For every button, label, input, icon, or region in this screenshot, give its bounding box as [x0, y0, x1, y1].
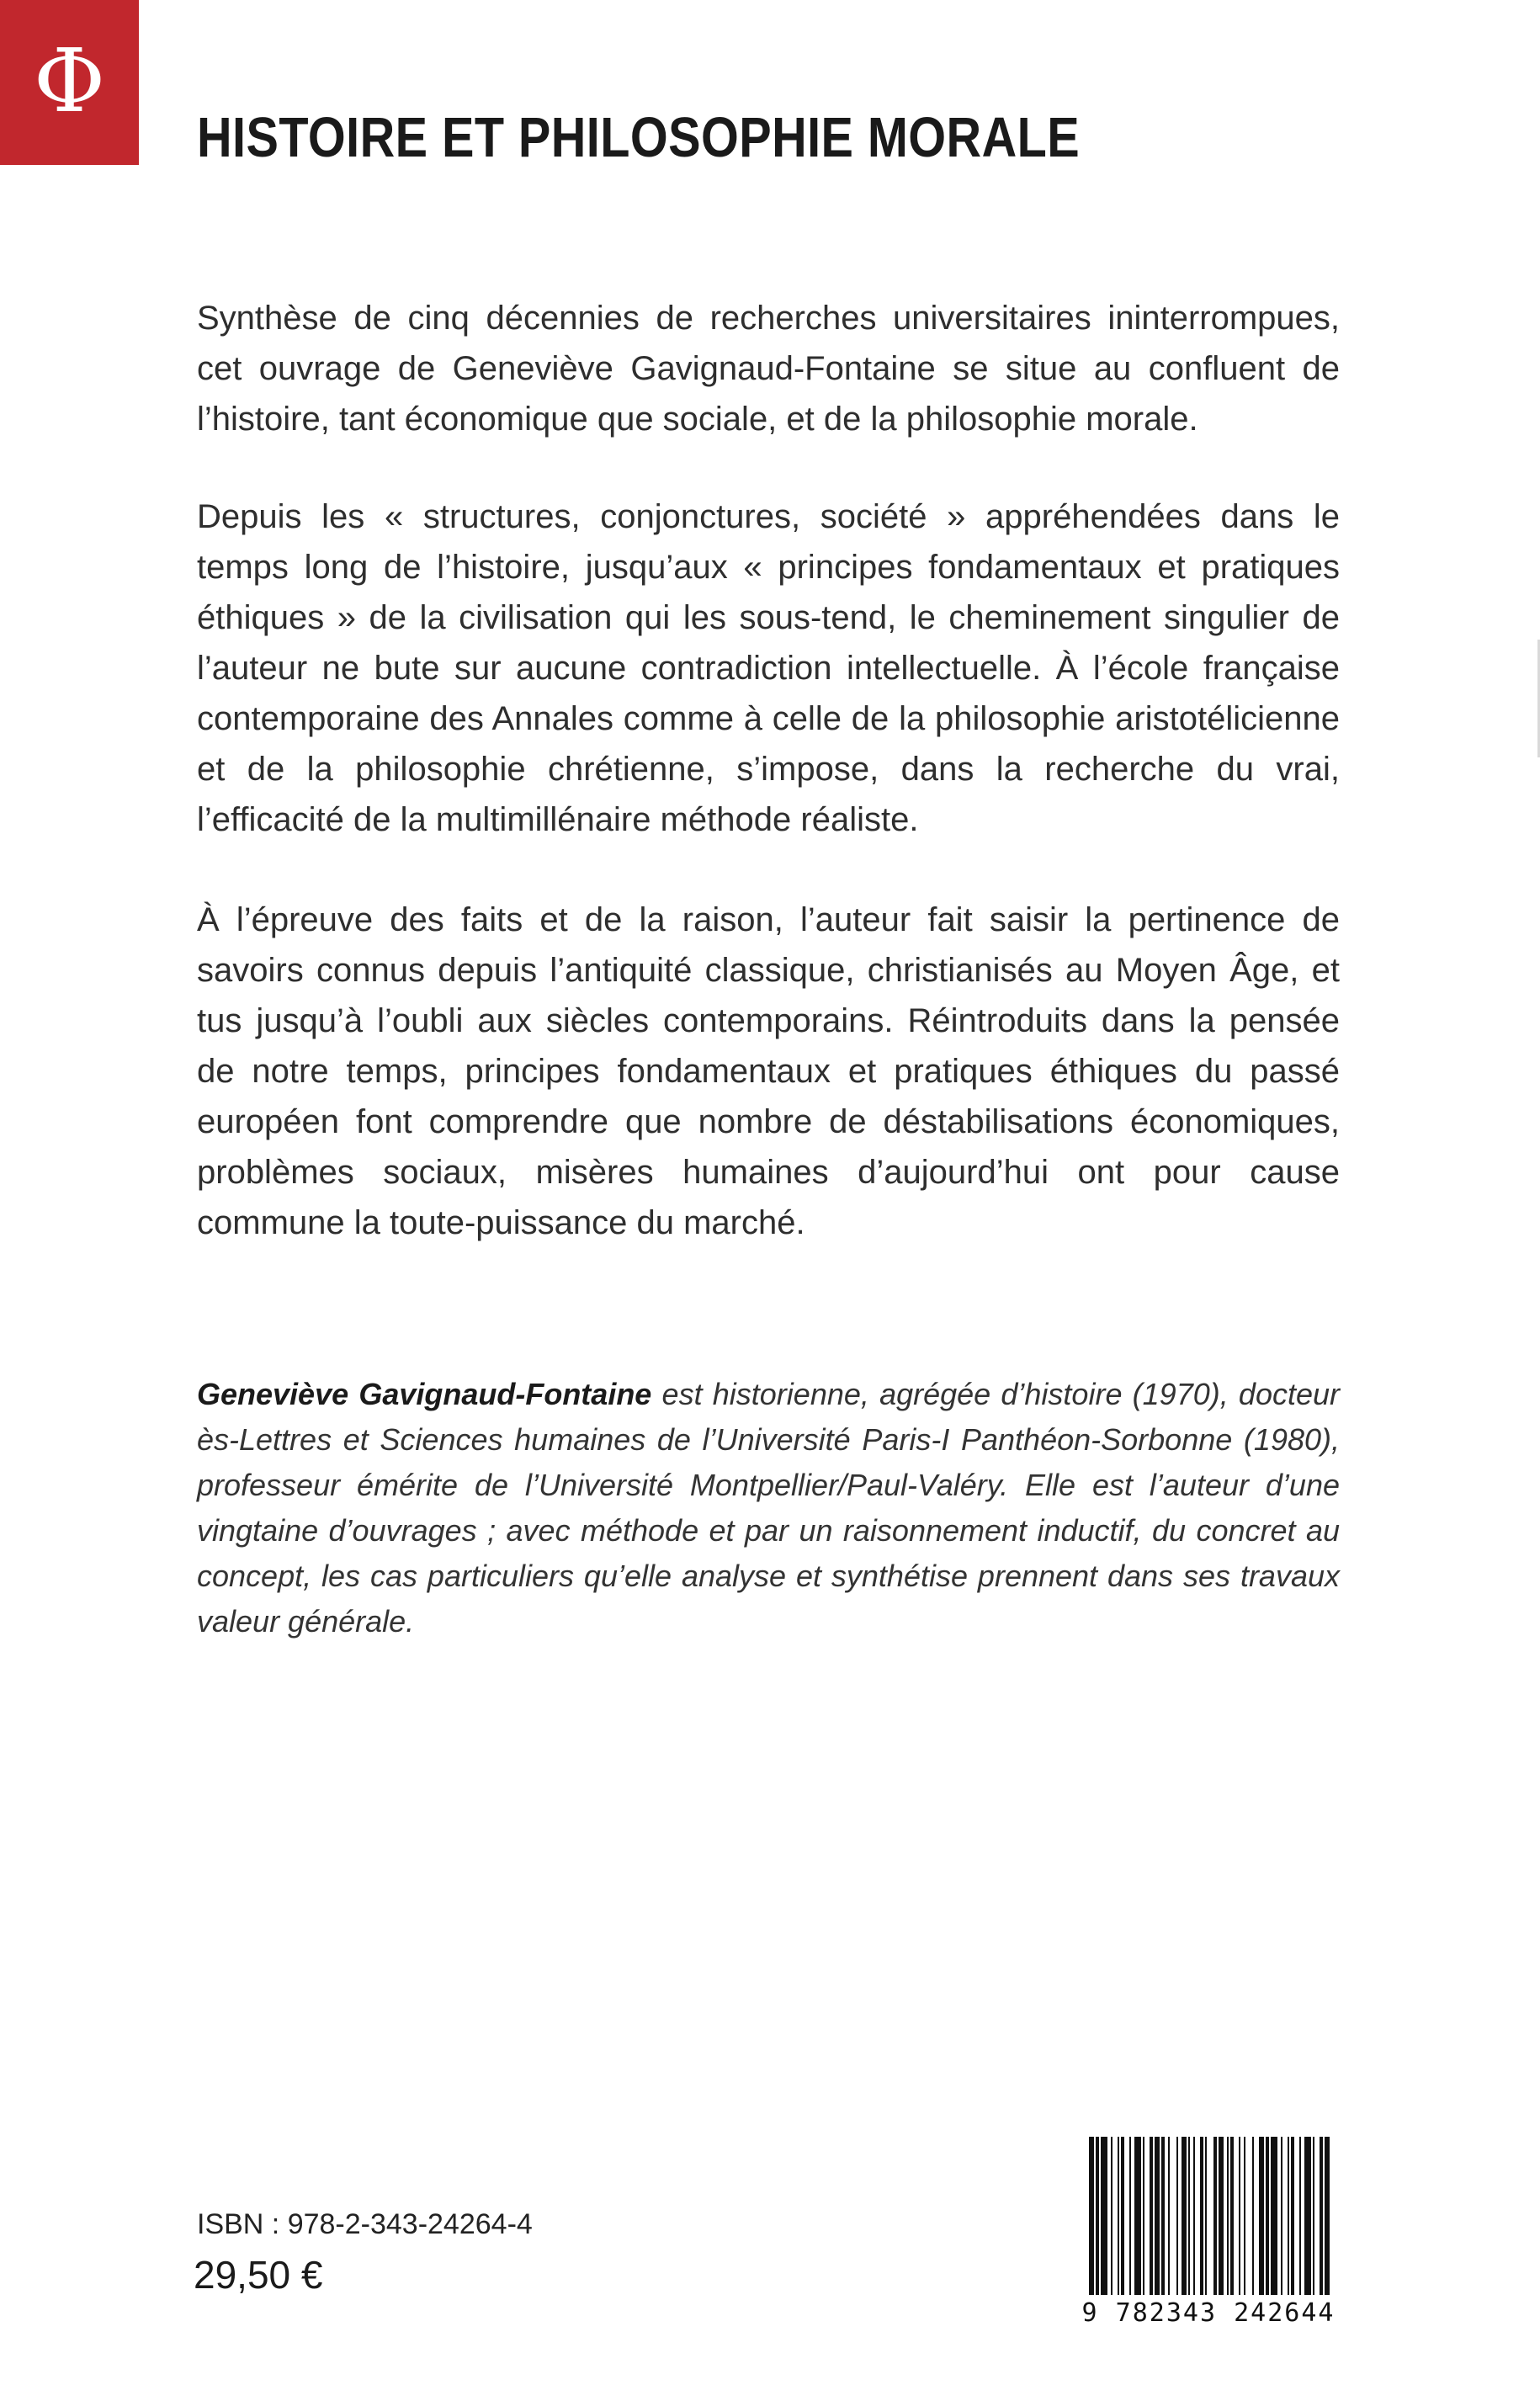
paragraph-text: À l’épreuve des faits et de la raison, l’auteur fait saisir la pertinence de savoirs connus depuis l’antiquité classique, christianisés au Moyen Âge, et tus jusqu’à l’oubli aux siècles contemporains. Réintroduits dans la pensée de notre temps, principes fondamentaux et pratiques éthiques du passé européen font comprendre que nombre de déstabilisations économiques, problèmes sociaux, misères humaines d’aujourd’hui ont pour cause commune la toute-puissance du marché. [197, 901, 1340, 1241]
price: 29,50 € [194, 2253, 323, 2297]
barcode-bar [1193, 2137, 1195, 2295]
author-name: Geneviève Gavignaud-Fontaine [197, 1377, 652, 1411]
barcode-bar [1320, 2137, 1323, 2295]
barcode-bar [1134, 2137, 1141, 2295]
description-paragraph-3 [197, 895, 1340, 1248]
barcode-digits: 9 782343 242644 [1081, 2298, 1336, 2328]
barcode-bar [1227, 2137, 1229, 2295]
barcode-bar [1101, 2137, 1107, 2295]
barcode-bar [1168, 2137, 1170, 2295]
book-title: HISTOIRE ET PHILOSOPHIE MORALE [197, 106, 1081, 169]
barcode-bar [1176, 2137, 1178, 2295]
barcode-bar [1118, 2137, 1119, 2295]
barcode-bar [1129, 2137, 1131, 2295]
barcode-bar [1155, 2137, 1160, 2295]
author-bio [197, 1372, 1340, 1644]
barcode-bar [1188, 2137, 1190, 2295]
barcode-bar [1182, 2137, 1187, 2295]
barcode-bar [1304, 2137, 1311, 2295]
barcode-bar [1239, 2137, 1240, 2295]
isbn: ISBN : 978-2-343-24264-4 [197, 2208, 533, 2240]
barcode-bar [1288, 2137, 1289, 2295]
barcode-bar [1299, 2137, 1301, 2295]
barcode-bar [1200, 2137, 1203, 2295]
barcode-bar [1266, 2137, 1269, 2295]
barcode-bar [1143, 2137, 1144, 2295]
description-paragraph-1 [197, 293, 1340, 444]
barcode-bar [1219, 2137, 1224, 2295]
barcode-icon [1077, 2133, 1340, 2302]
barcode-bar [1230, 2137, 1234, 2295]
barcode-bar [1281, 2137, 1282, 2295]
barcode-bar [1291, 2137, 1294, 2295]
barcode-bar [1244, 2137, 1245, 2295]
paragraph-text: Depuis les « structures, conjonctures, société » appréhendées dans le temps long de l’histoire, jusqu’aux « principes fondamentaux et pratiques éthiques » de la civilisation qui les sous-tend, le cheminement singulier de l’auteur ne bute sur aucune contradiction intellectuelle. À l’école française contemporaine des Annales comme à celle de la philosophie aristotélicienne et de la philosophie chrétienne, s’impose, dans la recherche du vrai, l’efficacité de la multimillénaire méthode réaliste. [197, 498, 1340, 838]
description-paragraph-2 [197, 491, 1340, 845]
barcode-bar [1205, 2137, 1207, 2295]
phi-logo-icon: Φ [33, 29, 106, 132]
author-bio-text: est historienne, agrégée d’histoire (1970), docteur ès-Lettres et Sciences humaines de l’Université Paris-I Panthéon-Sorbonne (1980), professeur émérite de l’Université Montpellier/Paul-Valéry. Elle est l’auteur d’une vingtaine d’ouvrages ; avec méthode et par un raisonnement inductif, du concret au concept, les cas particuliers qu’elle analyse et synthétise prennent dans ses travaux valeur générale. [197, 1377, 1341, 1639]
barcode [1077, 2133, 1340, 2327]
paragraph-text: Synthèse de cinq décennies de recherches universitaires ininterrompues, cet ouvrage de Geneviève Gavignaud-Fontaine se situe au confluent de l’histoire, tant économique que sociale, et de la philosophie morale. [197, 300, 1340, 438]
barcode-bar [1089, 2137, 1094, 2295]
publisher-logo [0, 0, 139, 165]
barcode-bar [1313, 2137, 1314, 2295]
barcode-bar [1325, 2137, 1330, 2295]
barcode-bar [1150, 2137, 1153, 2295]
barcode-bar [1252, 2137, 1254, 2295]
barcode-bar [1096, 2137, 1099, 2295]
barcode-bar [1213, 2137, 1217, 2295]
barcode-bar [1121, 2137, 1124, 2295]
barcode-bar [1259, 2137, 1264, 2295]
barcode-bar [1111, 2137, 1113, 2295]
barcode-bar [1271, 2137, 1277, 2295]
barcode-bar [1161, 2137, 1165, 2295]
